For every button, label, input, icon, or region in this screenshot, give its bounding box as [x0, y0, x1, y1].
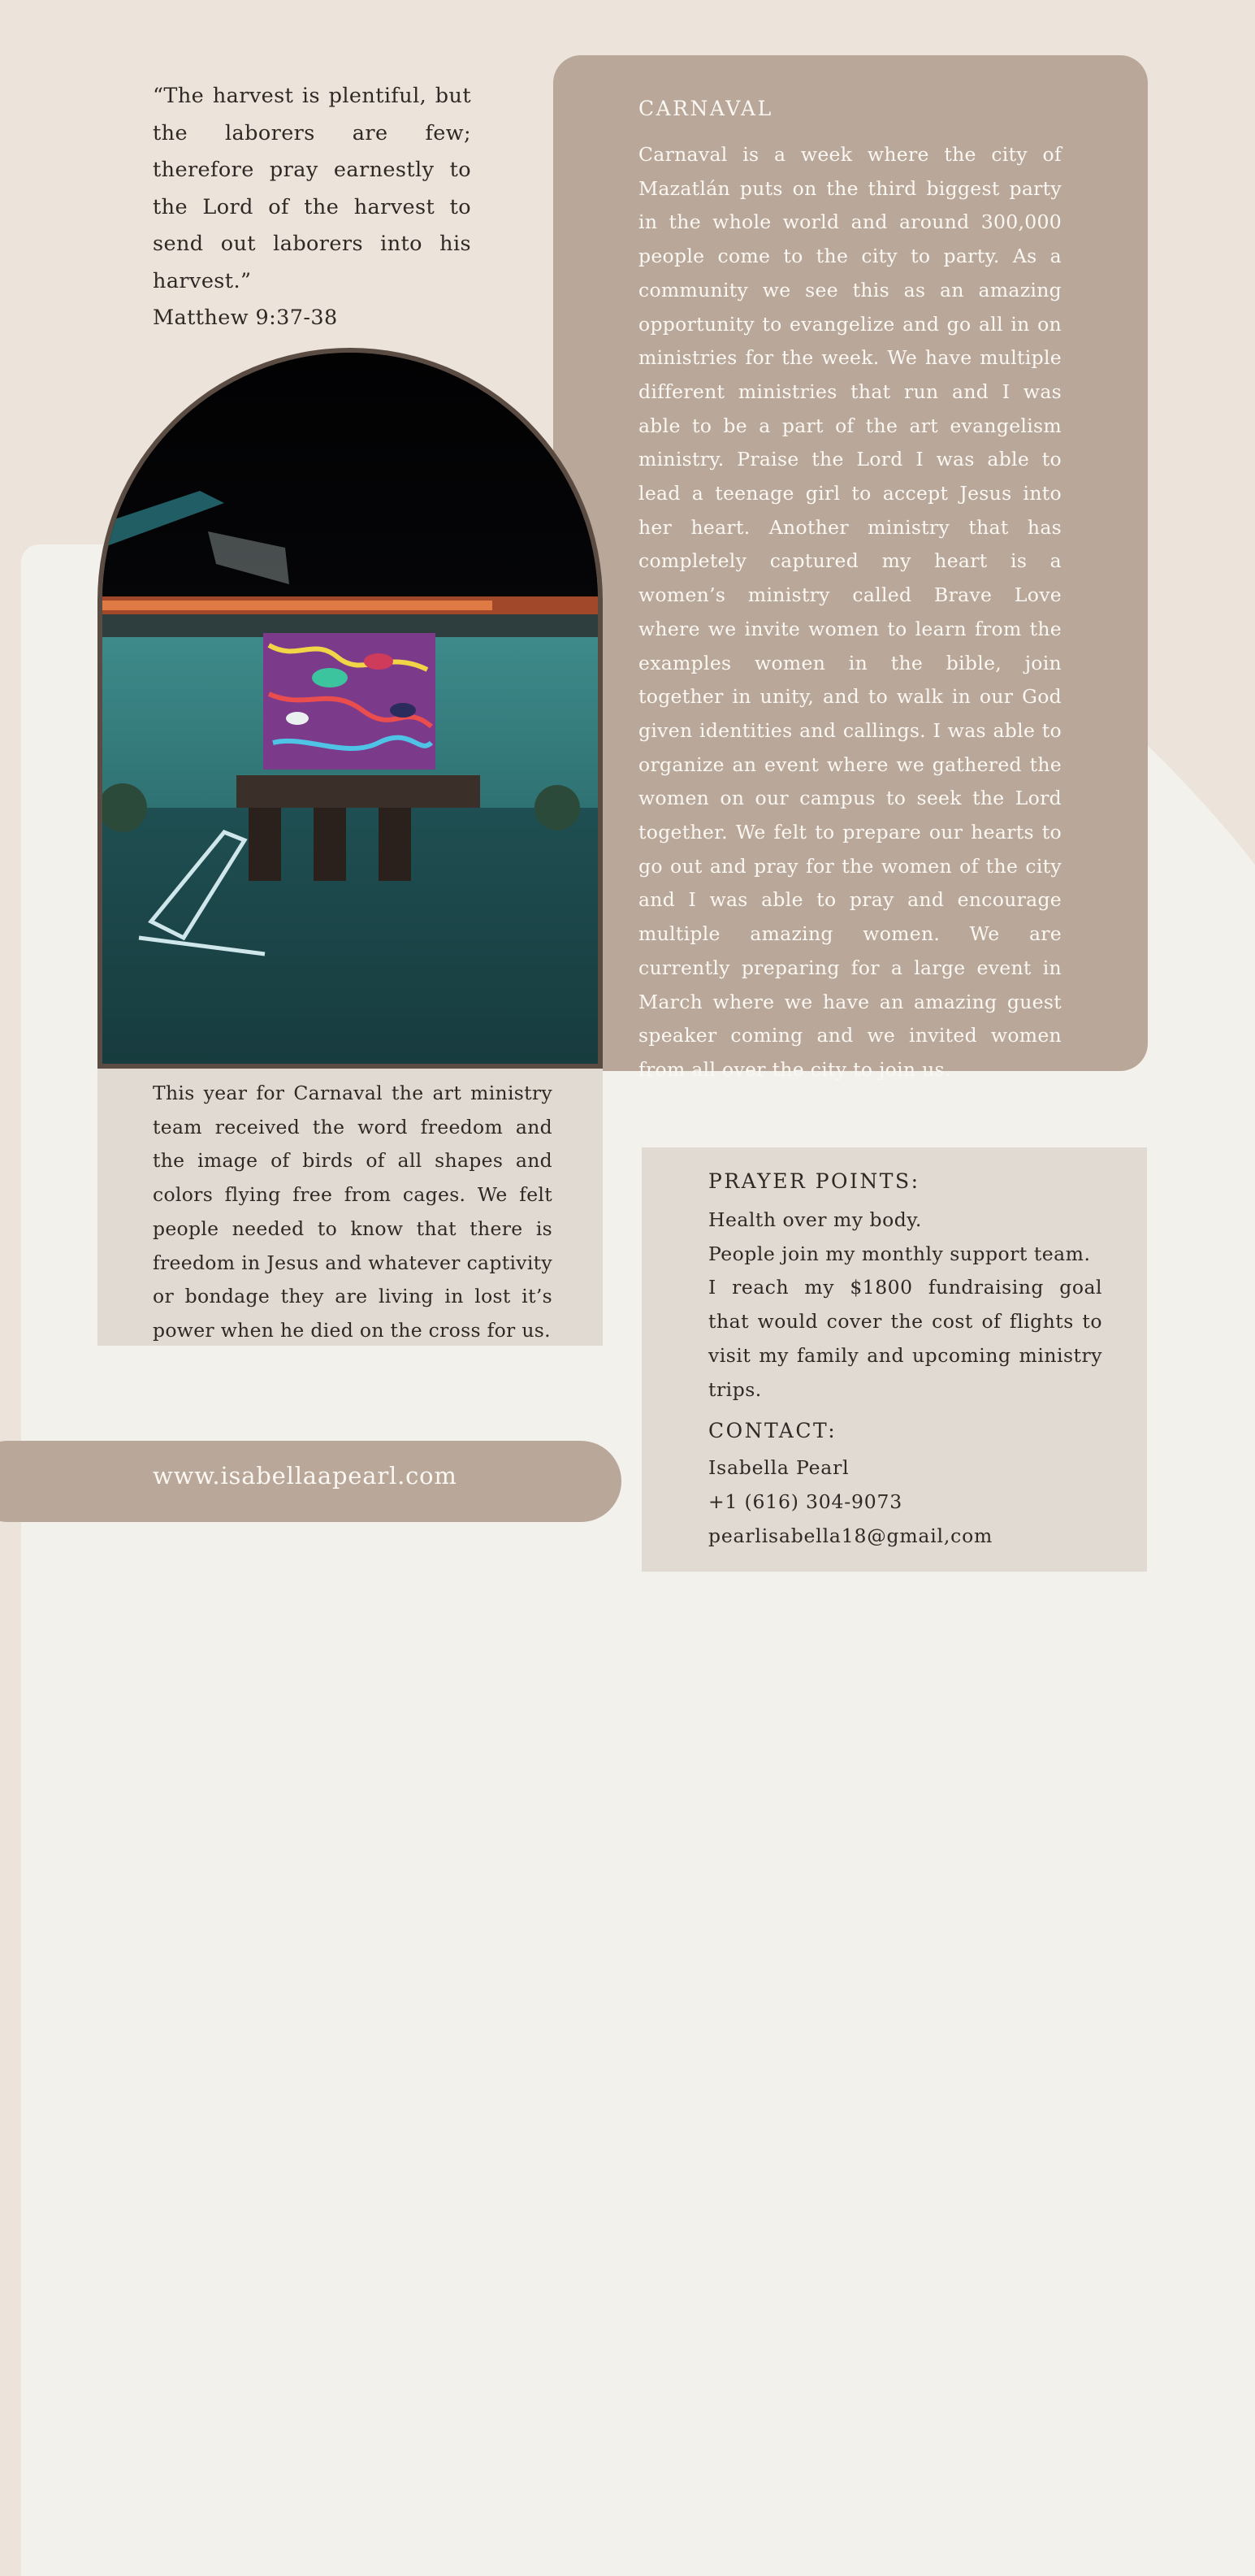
art-ministry-text: This year for Carnaval the art ministry team received the word freedom and the image of birds of all shapes and colors flying free from cages. We felt people needed to know that there is freedom in Jesus and whatever captivity or bondage they are living in lost it’s power when he died on the cross for us.: [153, 1082, 552, 1342]
website-link[interactable]: www.isabellaapearl.com: [153, 1462, 457, 1490]
prayer-item: People join my monthly support team.: [708, 1242, 1091, 1265]
contact-phone[interactable]: +1 (616) 304-9073: [708, 1490, 902, 1513]
contact-email[interactable]: pearlisabella18@gmail,com: [708, 1524, 993, 1547]
carnaval-title: CARNAVAL: [638, 97, 773, 120]
quote-reference: Matthew 9:37-38: [153, 306, 338, 330]
carnaval-body: Carnaval is a week where the city of Mazatlán puts on the third biggest party in the whole world and around 300,000 people come to the city to party. As a community we see this as an amazing opportunity to evangelize and go all in on ministries for the week. We have multiple different ministries that run and I was able to be a part of the art evangelism ministry. Praise the Lord I was able to lead a teenage girl to accept Jesus into her heart. Another ministry that has completely captured my heart is a women’s ministry called Brave Love where we invite women to learn from the examples women in the bible, join together in unity, and to walk in our God given identities and callings. I was able to organize an event where we gathered the women on our campus to seek the Lord together. We felt to prepare our hearts to go out and pray for the women of the city and I was able to pray and encourage multiple amazing women. We are currently preparing for a large event in March where we have an amazing guest speaker coming and we invited women from all over the city to join us.: [638, 143, 1062, 1081]
contact-heading: CONTACT:: [708, 1419, 837, 1442]
quote-text: “The harvest is plentiful, but the laborers are few; therefore pray earnestly to the Lord of the harvest to send out laborers into his harvest.”: [153, 84, 471, 293]
prayer-heading: PRAYER POINTS:: [708, 1169, 920, 1193]
contact-name: Isabella Pearl: [708, 1456, 850, 1479]
prayer-item: Health over my body.: [708, 1208, 922, 1231]
scripture-quote: [153, 78, 471, 337]
carnaval-art-photo: [102, 353, 598, 1064]
prayer-item: I reach my $1800 fundraising goal that would cover the cost of flights to visit my family and upcoming ministry trips.: [708, 1276, 1102, 1401]
contact-details: [708, 1451, 993, 1553]
arched-photo-frame: [97, 348, 603, 1069]
prayer-list: [708, 1203, 1102, 1407]
